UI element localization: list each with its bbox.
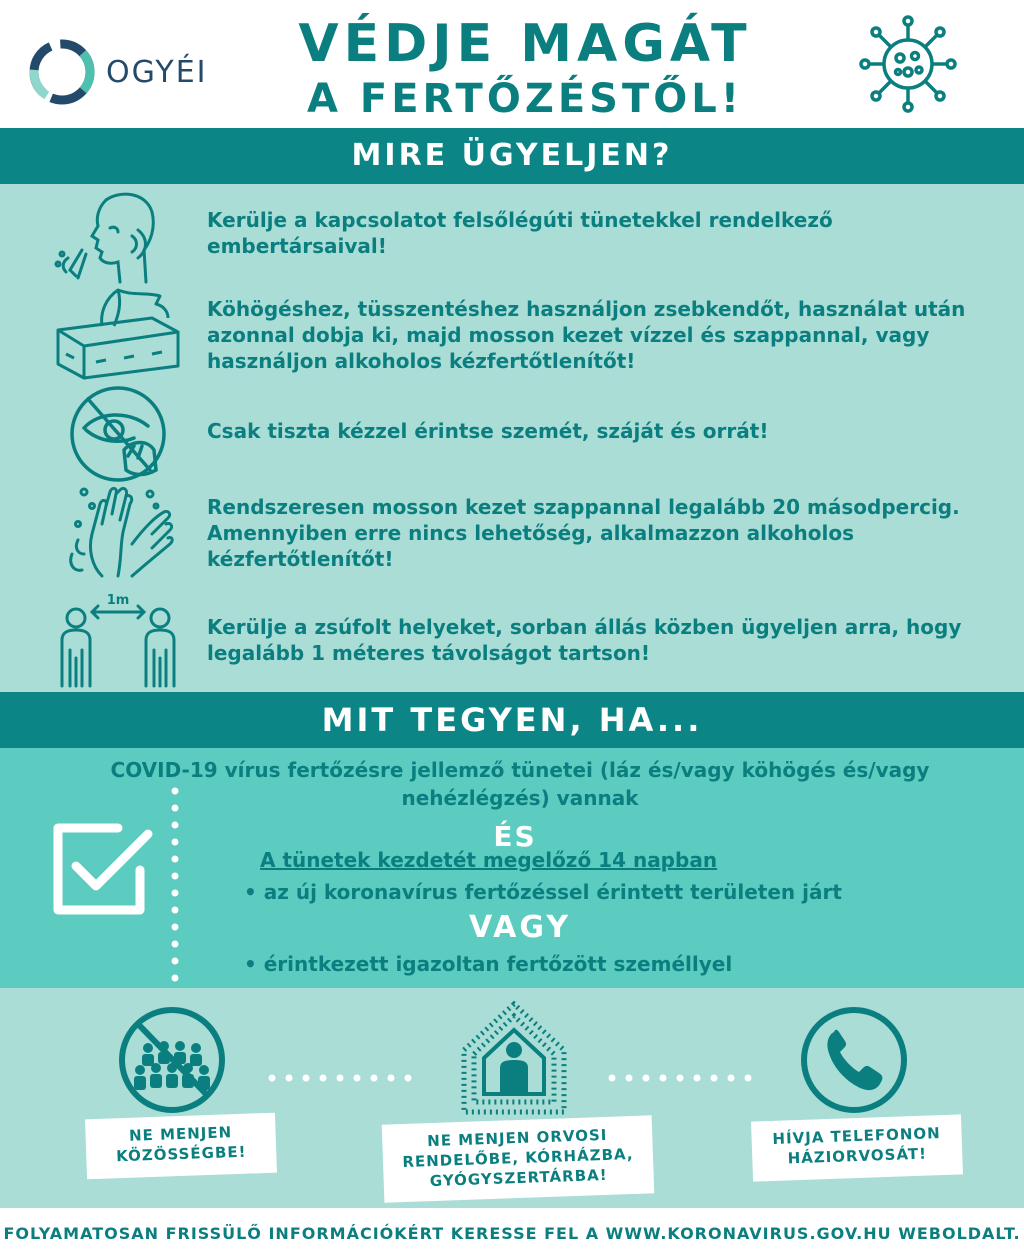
symptoms-intro: COVID-19 vírus fertőzésre jellemző tünetei (láz és/vagy köhögés és/vagy nehézlégzés) vannak: [110, 758, 930, 810]
or-connector: VAGY: [468, 910, 572, 945]
page-title-line2: A FERTŐZÉSTŐL!: [307, 76, 743, 122]
precaution-text-4: Rendszeresen mosson kezet szappannal legalább 20 másodpercig. Amennyiben erre nincs lehetőség, alkalmazzon alkoholos kézfertőtlenítőt!: [207, 495, 960, 571]
precaution-text-3: Csak tiszta kézzel érintse szemét, száját és orrát!: [207, 419, 769, 443]
footer-info[interactable]: FOLYAMATOSAN FRISSÜLŐ INFORMÁCIÓKÉRT KERESSE FEL A WWW.KORONAVIRUS.GOV.HU WEBOLDALT.: [0, 1208, 1024, 1260]
phone-icon: [798, 1004, 910, 1116]
checkbox-icon: [48, 820, 158, 920]
distance-people-icon: [48, 588, 188, 688]
horizontal-dotted-connector-1: [266, 1072, 416, 1084]
header: [0, 0, 1024, 128]
no-crowd-icon: [116, 1004, 228, 1116]
distance-label: 1m: [106, 593, 130, 608]
condition-14-days: A tünetek kezdetét megelőző 14 napban: [260, 848, 718, 872]
virus-icon: [858, 14, 958, 114]
vertical-dotted-connector: [170, 786, 180, 996]
precaution-text-1: Kerülje a kapcsolatot felsőlégúti tünetekkel rendelkező embertársaival!: [207, 208, 833, 258]
action-label-no-community: NE MENJEN KÖZÖSSÉGBE!: [85, 1113, 277, 1180]
ogyei-logo[interactable]: [28, 38, 208, 106]
precaution-text-5: Kerülje a zsúfolt helyeket, sorban állás közben ügyeljen arra, hogy legalább 1 méteres távolságot tartson!: [207, 615, 962, 665]
hand-washing-icon: [48, 484, 188, 584]
section-heading-what-to-do: MIT TEGYEN, HA...: [0, 692, 1024, 748]
ogyei-logo-icon: [28, 38, 96, 106]
precaution-text-2: Köhögéshez, tüsszentéshez használjon zsebkendőt, használat után azonnal dobja ki, majd mosson kezet vízzel és szappannal, vagy használjon alkoholos kézfertőtlenítőt!: [207, 297, 966, 373]
horizontal-dotted-connector-2: [606, 1072, 756, 1084]
and-connector: ÉS: [493, 820, 537, 853]
tissue-box-icon: [48, 282, 188, 382]
condition-bullet-2: • érintkezett igazoltan fertőzött személlyel: [244, 952, 733, 976]
page-title-line1: VÉDJE MAGÁT: [298, 14, 752, 74]
no-touch-eye-icon: [48, 384, 188, 484]
action-label-call-doctor: HÍVJA TELEFONON HÁZIORVOSÁT!: [751, 1114, 963, 1181]
stay-home-icon: [458, 998, 570, 1118]
cough-person-icon: [48, 188, 188, 288]
logo-text: OGYÉI: [106, 54, 208, 90]
section-heading-precautions: MIRE ÜGYELJEN?: [0, 128, 1024, 184]
condition-bullet-1: • az új koronavírus fertőzéssel érintett területen járt: [244, 880, 842, 904]
action-label-no-clinic: NE MENJEN ORVOSI RENDELŐBE, KÓRHÁZBA, GYÓGYSZERTÁRBA!: [382, 1115, 655, 1202]
